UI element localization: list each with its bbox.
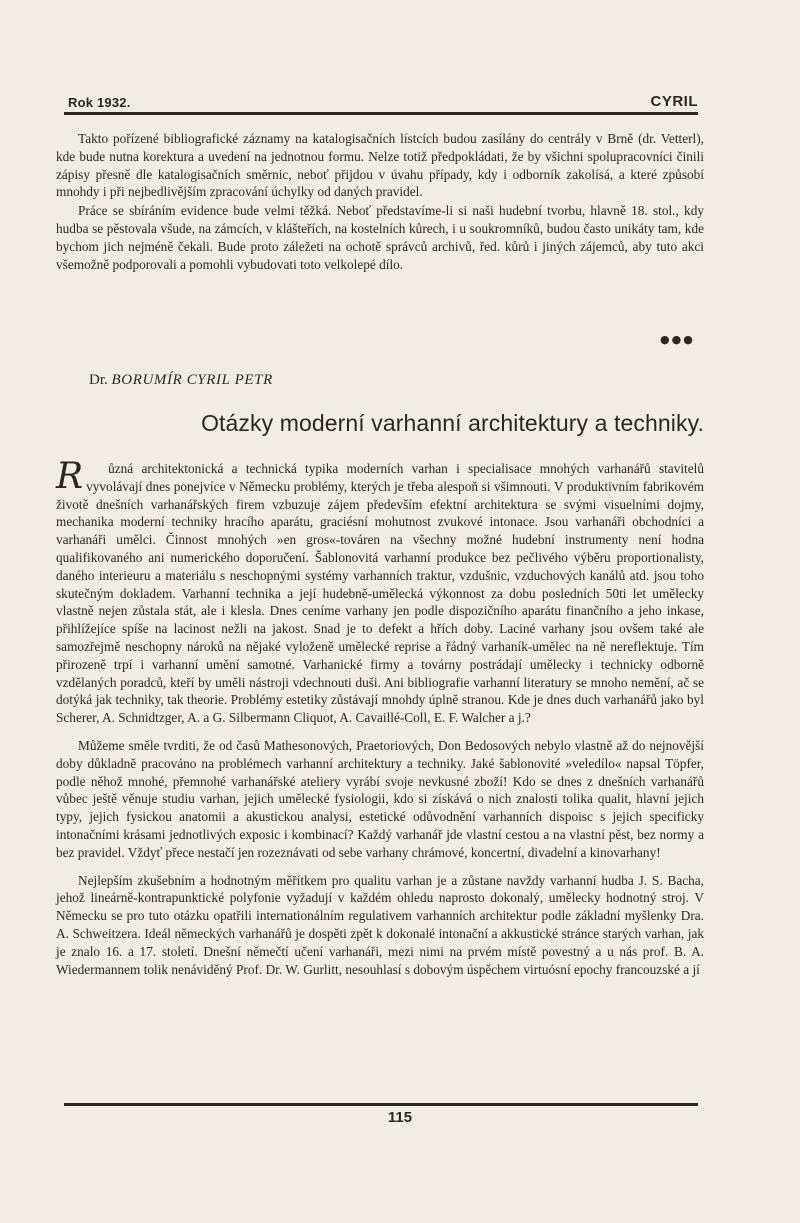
article-paragraph-1 (56, 456, 704, 727)
article-title: Otázky moderní varhanní architektury a techniky. (201, 410, 704, 436)
header-year: Rok 1932. (68, 95, 131, 110)
drop-cap: R (56, 456, 84, 497)
page-number: 115 (387, 1109, 413, 1126)
article-author (89, 372, 273, 389)
article-paragraph-2: Můžeme směle tvrditi, že od časů Mathesonových, Praetoriových, Don Bedosových nebylo vlastně až do nejnovější doby důkladně pracováno na problémech varhanní architektury a techniky. Jaké šablonovité »veledílo« napsal Töpfer, podle něhož mnohé, přemnohé varhanářské ateliery vyrábí svoje nevkusné zboží! Kdo se dnes z dnešních varhanářů vůbec ještě věnuje studiu varhan, jejich umělecké fysiologii, kdo si získává o nich znalosti tolika qualit, hlavní jejich typy, jejich fysickou anatomii a akustickou analysi, estetické odůvodnění varhanních dispoisc s jejich specificky intonačními krásami jednotlivých exposic i kombinací? Každý varhanář jde vlastní cestou a na vlastní pěst, bez normy a bez pravidel. Vždyť přece nestačí jen rozeznávati od sebe varhany chrámové, koncertní, divadelní a kinovarhany! (56, 737, 704, 860)
article-paragraph-1-text: ůzná architektonická a technická typika moderních varhan i specialisace mnohých varhanářů stavitelů vyvolávají dnes ponejvíce v Německu problémy, kterých je třeba alespoň si všimnouti. V produktivním fabrikovém životě dnešních varhanářských firem vzbuzuje zájem především efektní architektura se svými visuelními dojmy, mechanika moderní techniky hracího aparátu, graciésní mohutnost zvukové intonace. Jsou varhanáři obchodníci a varhanáři umělci. Činnost mnohých »en gros«-továren na všechny možné hudební instrumenty není hodna qualifikovaného ani numerického doporučení. Šablonovitá varhanní produkce bez pečlivého výběru proportionalisty, daného interieuru a materiálu s neschopnými systémy varhanních traktur, vzdušnic, vzduchových kanálů atd. jsou toho skutečným dokladem. Varhanní technika a její hudebně-umělecká výkonnost za dobu posledních 50ti let umělecky vlastně nejen zůstala stát, ale i klesla. Dnes ceníme varhany jen podle dispozičního aparátu finančního a jeho inkase, přihlížejíce spíše na lacinost nežli na jakost. Snad je to defekt a hřích doby. Laciné varhany jsou ovšem také ale samozřejmě neschopny nároků na nějaké vyloženě umělecké reprise a řádný varhaník-umělec na ně nereflektuje. Tím přirozeně trpí i varhanní umění samotné. Varhanické firmy a továrny postrádají umělecky i technicky odborně vzdělaných poradců, kteří by uměli nástroji vdechnouti duši. Ani bibliografie varhanní literatury se mnoho nemění, ač se dotýká jak techniky, tak theorie. Problémy estetiky zůstávají mnohdy úplně stranou. Kde je dnes duch varhanářů jako byl Scherer, A. Schnidtzger, A. a G. Silbermann Cliquot, A. Cavaillé-Coll, E. F. Walcher a j.? (56, 461, 704, 726)
intro-paragraph-2: Práce se sbíráním evidence bude velmi těžká. Neboť představíme-li si naši hudební tvorbu, hlavně 18. stol., kdy hudba se pěstovala všude, na zámcích, v klášteřích, na kostelních kůrech, i u soukromníků, budou často unikáty tam, kde bychom jich nejméně čekali. Bude proto záležeti na ochotě správců archivů, řed. kůrů i jiných zájemců, aby tuto akci všemožně podporovali a pomohli vybudovati toto velkolepé dílo. (56, 203, 704, 272)
article-body (56, 456, 704, 978)
section-ornament: ●●● (660, 333, 695, 346)
running-head (64, 86, 698, 115)
intro-text (56, 130, 704, 273)
header-journal-name: CYRIL (650, 93, 698, 110)
intro-paragraph-1: Takto pořízené bibliografické záznamy na katalogisačních lístcích budou zasílány do centrály v Brně (dr. Vetterl), kde bude nutna korektura a uvedení na jednotnou formu. Nelze totiž předpokládati, že by všichni spolupracovníci činili zápisy přesně dle katalogisačních směrnic, neboť přijdou v úvahu případy, kdy i odborník zakolísá, a které způsobí mnohdy i při nejbedlivějším zpracování úchylky od daných pravidel. (56, 131, 704, 200)
author-name: BORUMÍR CYRIL PETR (111, 372, 273, 388)
author-prefix: Dr. (89, 372, 108, 388)
article-paragraph-3: Nejlepším zkušebním a hodnotným měřítkem pro qualitu varhan je a zůstane navždy varhanní hudba J. S. Bacha, jehož lineárně-kontrapunktické polyfonie vyžadují v každém ohledu naprosto dokonalý, umělecky hodnotný stroj. V Německu se pro tuto otázku opatřili internationálním regulativem varhanních architektur podle základní myšlenky Dra. A. Schweitzera. Ideál německých varhanářů je dospěti zpět k dokonalé intonační a akkustické stránce starých varhan, jak je znalo 16. a 17. století. Dnešní němečtí učení varhanáři, mezi nimi na prvém místě povestný a u nás prof. B. A. Wiedermannem tolik nenáviděný Prof. Dr. W. Gurlitt, nesouhlasí s dobovým úspěchem virtuósní epochy francouzské a jí (56, 872, 704, 977)
footer-rule (64, 1103, 698, 1106)
